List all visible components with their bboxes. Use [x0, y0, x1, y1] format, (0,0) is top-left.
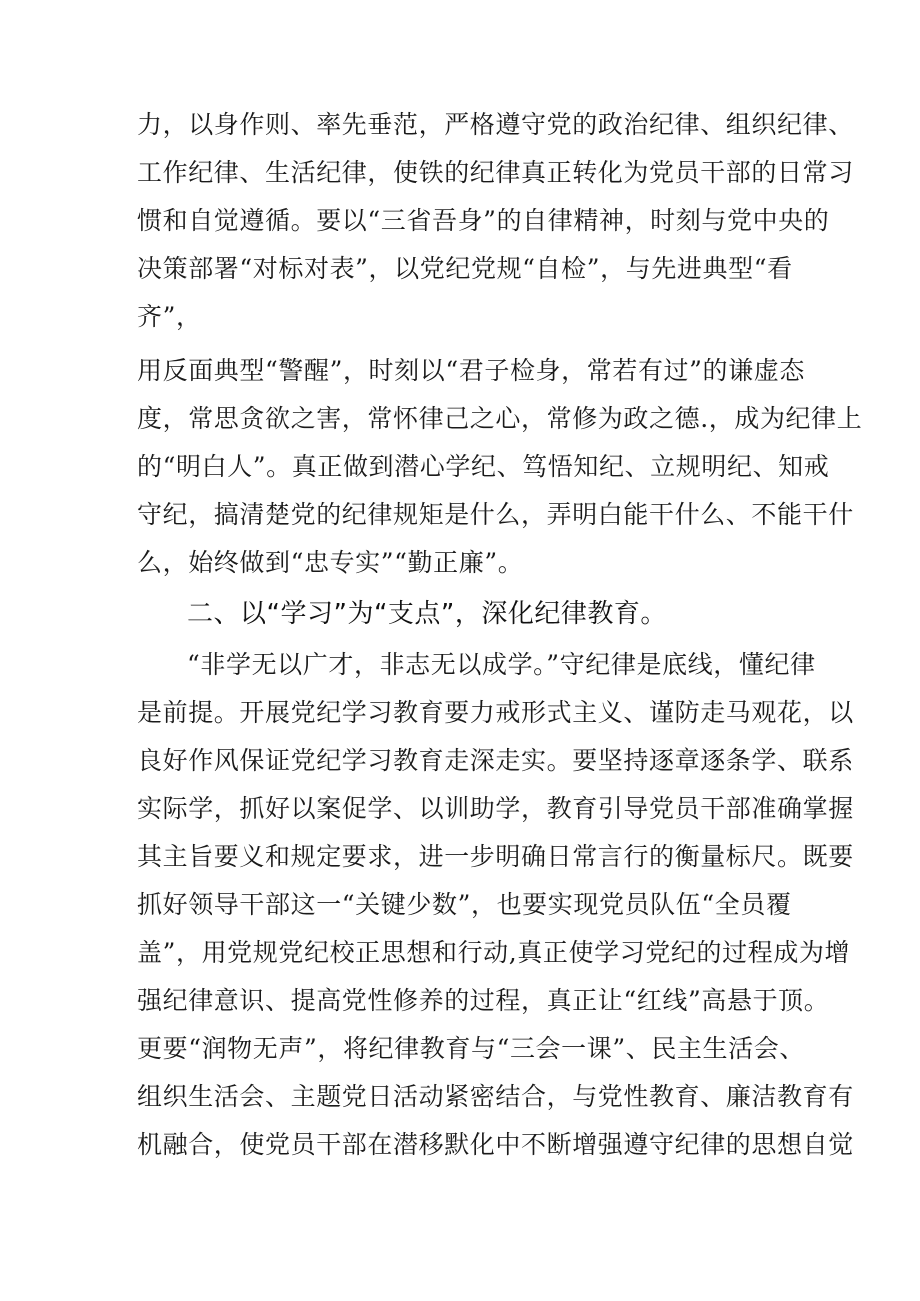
paragraph-line: 更要“润物无声”，将纪律教育与“三会一课”、民主生活会、	[137, 1034, 805, 1063]
paragraph-line: 机融合，使党员干部在潜移默化中不断增强遵守纪律的思想自觉	[137, 1130, 854, 1159]
paragraph-line: 抓好领导干部这一“关键少数”，也要实现党员队伍“全员覆	[137, 890, 792, 919]
paragraph-line: 工作纪律、生活纪律，使铁的纪律真正转化为党员干部的日常习	[137, 158, 854, 187]
paragraph-line: “非学无以广才，非志无以成学。”守纪律是底线，懂纪律	[187, 650, 816, 679]
paragraph-line: 力，以身作则、率先垂范，严格遵守党的政治纪律、组织纪律、	[137, 110, 854, 139]
paragraph-line: 实际学，抓好以案促学、以训助学，教育引导党员干部准确掌握	[137, 794, 854, 823]
paragraph-line: 惯和自觉遵循。要以“三省吾身”的自律精神，时刻与党中央的	[137, 206, 830, 235]
paragraph-line: 决策部署“对标对表”，以党纪党规“自检”，与先进典型“看	[137, 254, 793, 283]
paragraph-line: 良好作风保证党纪学习教育走深走实。要坚持逐章逐条学、联系	[137, 746, 854, 775]
paragraph-line: 齐”，	[137, 302, 202, 331]
paragraph-line: 组织生活会、主题党日活动紧密结合，与党性教育、廉洁教育有	[137, 1082, 854, 1111]
paragraph-line: 其主旨要义和规定要求，进一步明确日常言行的衡量标尺。既要	[137, 842, 854, 871]
paragraph-line: 的“明白人”。真正做到潜心学纪、笃悟知纪、立规明纪、知戒	[137, 452, 830, 481]
paragraph-line: 度，常思贪欲之害，常怀律己之心，常修为政之德.，成为纪律上	[137, 404, 863, 433]
paragraph-line: 强纪律意识、提高党性修养的过程，真正让“红线”高悬于顶。	[137, 986, 830, 1015]
section-heading: 二、以“学习”为“支点”，深化纪律教育。	[187, 599, 667, 629]
paragraph-line: 盖”，用党规党纪校正思想和行动,真正使学习党纪的过程成为增	[137, 938, 851, 967]
paragraph-line: 是前提。开展党纪学习教育要力戒形式主义、谨防走马观花，以	[137, 698, 854, 727]
paragraph-line: 用反面典型“警醒”，时刻以“君子检身，常若有过”的谦虚态	[137, 356, 805, 385]
paragraph-line: 么，始终做到“忠专实”“勤正廉”。	[137, 548, 524, 577]
paragraph-line: 守纪，搞清楚党的纪律规矩是什么，弄明白能干什么、不能干什	[137, 500, 854, 529]
